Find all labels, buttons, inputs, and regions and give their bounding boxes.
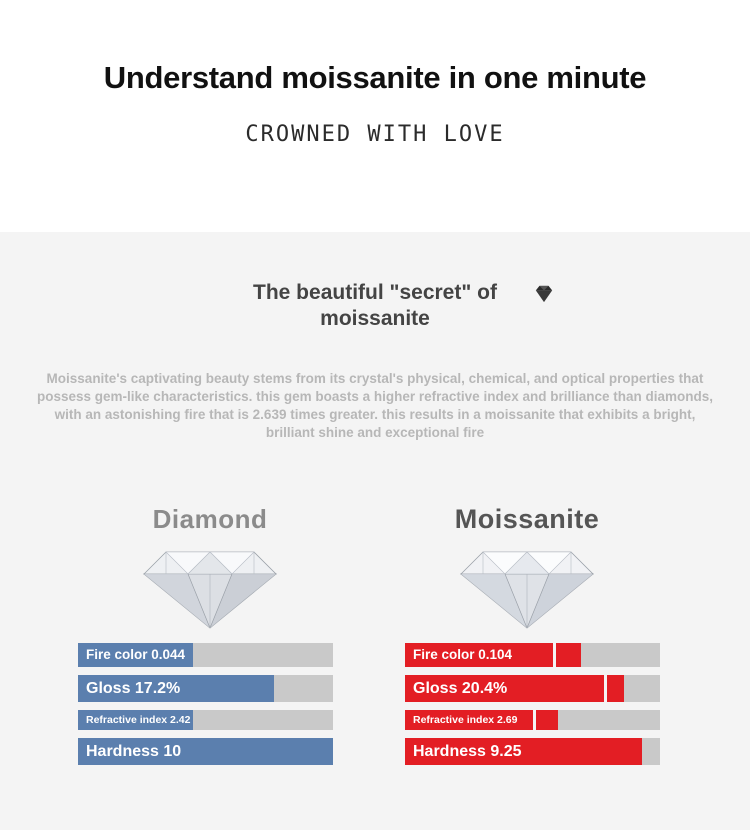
moissanite-gem-image — [382, 543, 672, 635]
page-title: Understand moissanite in one minute — [103, 60, 647, 95]
bar-row — [405, 675, 660, 702]
bar-label: Hardness 10 — [86, 743, 182, 760]
info-section — [0, 232, 750, 830]
bar-row — [405, 738, 660, 765]
bar-row — [405, 643, 660, 667]
bar-label: Gloss 17.2% — [86, 680, 181, 697]
bar-label: Refractive index 2.42 — [86, 714, 191, 726]
bar-row — [405, 710, 660, 730]
bar-label: Fire color 0.104 — [413, 647, 513, 662]
column-heading-moissanite: Moissanite — [454, 504, 600, 534]
column-moissanite — [382, 504, 672, 773]
column-diamond — [65, 504, 355, 773]
gem-icon — [533, 284, 555, 304]
hero-banner — [0, 0, 750, 232]
diamond-gem-icon — [140, 548, 280, 630]
bar-row — [78, 675, 333, 702]
diamond-gem-image — [65, 543, 355, 635]
bar-row — [78, 710, 333, 730]
moissanite-gem-icon — [457, 548, 597, 630]
section-title — [0, 280, 750, 332]
bars-diamond — [65, 643, 355, 765]
bar-label: Gloss 20.4% — [413, 680, 508, 697]
bar-label: Refractive index 2.69 — [413, 714, 518, 726]
bar-label: Fire color 0.044 — [86, 647, 186, 662]
column-heading-diamond: Diamond — [152, 504, 268, 534]
bars-moissanite — [382, 643, 672, 765]
section-body: Moissanite's captivating beauty stems from its crystal's physical, chemical, and optical properties that possess gem-like characteristics. this gem boasts a higher refractive index and brilliance than diamonds, with an astonishing fire that is 2.639 times greater. this results in a moissanite that exhibits a bright, brilliant shine and exceptional fire — [37, 371, 713, 440]
comparison-area — [0, 504, 750, 830]
bar-row — [78, 738, 333, 765]
bar-row — [78, 643, 333, 667]
page-subtitle: CROWNED WITH LOVE — [245, 122, 505, 147]
section-title-text: The beautiful "secret" of moissanite — [253, 281, 497, 330]
bar-label: Hardness 9.25 — [413, 743, 522, 760]
